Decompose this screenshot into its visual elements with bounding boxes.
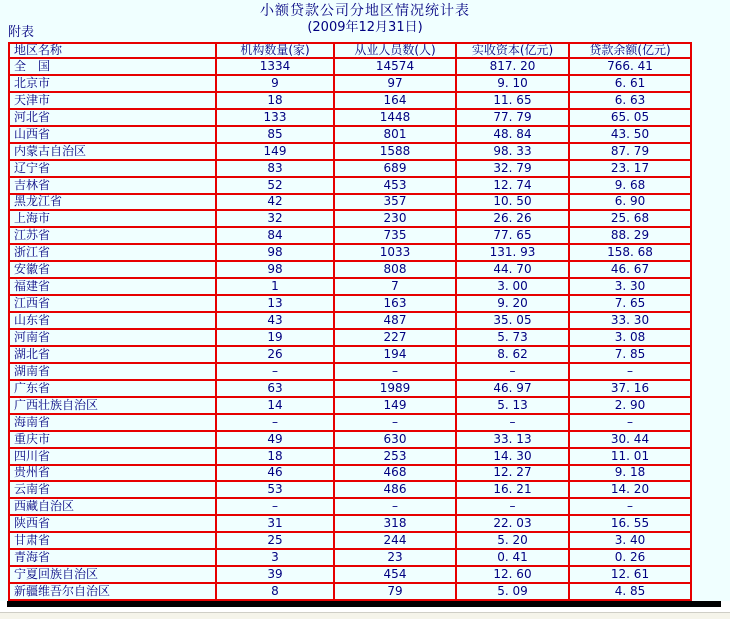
value-cell: 149 (216, 143, 334, 160)
region-cell: 辽宁省 (9, 160, 216, 177)
table-row (9, 515, 691, 532)
stats-table (8, 42, 692, 601)
value-cell: – (569, 363, 691, 380)
table-row (9, 312, 691, 329)
value-cell: 7. 65 (569, 295, 691, 312)
table-row (9, 346, 691, 363)
value-cell: 12. 74 (456, 177, 569, 194)
value-cell: 11. 65 (456, 92, 569, 109)
region-cell: 吉林省 (9, 177, 216, 194)
value-cell: 0. 26 (569, 549, 691, 566)
region-cell: 宁夏回族自治区 (9, 566, 216, 583)
value-cell: 77. 79 (456, 109, 569, 126)
value-cell: 83 (216, 160, 334, 177)
region-cell: 内蒙古自治区 (9, 143, 216, 160)
region-cell: 湖北省 (9, 346, 216, 363)
table-row (9, 380, 691, 397)
page-title: 小额贷款公司分地区情况统计表 (260, 3, 470, 19)
region-cell: 天津市 (9, 92, 216, 109)
value-cell: 6. 61 (569, 75, 691, 92)
region-cell: 陕西省 (9, 515, 216, 532)
region-cell: 江苏省 (9, 227, 216, 244)
value-cell: 3. 08 (569, 329, 691, 346)
region-cell: 山东省 (9, 312, 216, 329)
value-cell: 46. 67 (569, 261, 691, 278)
region-cell: 广西壮族自治区 (9, 397, 216, 414)
value-cell: 49 (216, 431, 334, 448)
value-cell: 801 (334, 126, 456, 143)
value-cell: 5. 73 (456, 329, 569, 346)
column-header: 实收资本(亿元) (456, 43, 569, 58)
value-cell: 9. 18 (569, 465, 691, 482)
value-cell: 808 (334, 261, 456, 278)
value-cell: 7. 85 (569, 346, 691, 363)
table-row (9, 549, 691, 566)
value-cell: 1989 (334, 380, 456, 397)
value-cell: 318 (334, 515, 456, 532)
table-row (9, 566, 691, 583)
value-cell: 22. 03 (456, 515, 569, 532)
value-cell: 98 (216, 244, 334, 261)
region-cell: 贵州省 (9, 465, 216, 482)
value-cell: 19 (216, 329, 334, 346)
value-cell: 163 (334, 295, 456, 312)
value-cell: 357 (334, 194, 456, 211)
region-cell: 新疆维吾尔自治区 (9, 583, 216, 600)
value-cell: 16. 21 (456, 481, 569, 498)
region-cell: 云南省 (9, 481, 216, 498)
page-subtitle: (2009年12月31日) (307, 20, 423, 35)
value-cell: 84 (216, 227, 334, 244)
table-row (9, 329, 691, 346)
table-row (9, 143, 691, 160)
value-cell: 39 (216, 566, 334, 583)
value-cell: 1 (216, 278, 334, 295)
region-cell: 山西省 (9, 126, 216, 143)
value-cell: 9. 20 (456, 295, 569, 312)
value-cell: – (334, 414, 456, 431)
table-row (9, 227, 691, 244)
annex-label: 附表 (8, 25, 35, 40)
value-cell: 194 (334, 346, 456, 363)
value-cell: 9. 68 (569, 177, 691, 194)
value-cell: 79 (334, 583, 456, 600)
value-cell: 5. 13 (456, 397, 569, 414)
region-cell: 江西省 (9, 295, 216, 312)
column-header: 地区名称 (9, 43, 216, 58)
value-cell: 63 (216, 380, 334, 397)
value-cell: 33. 30 (569, 312, 691, 329)
value-cell: 454 (334, 566, 456, 583)
bottom-rule (7, 601, 721, 607)
value-cell: 244 (334, 532, 456, 549)
value-cell: 227 (334, 329, 456, 346)
value-cell: 1033 (334, 244, 456, 261)
value-cell: 43 (216, 312, 334, 329)
value-cell: – (216, 414, 334, 431)
value-cell: – (216, 498, 334, 515)
table-row (9, 397, 691, 414)
table-row (9, 465, 691, 482)
value-cell: 149 (334, 397, 456, 414)
value-cell: 735 (334, 227, 456, 244)
value-cell: 766. 41 (569, 58, 691, 75)
value-cell: – (334, 498, 456, 515)
value-cell: 487 (334, 312, 456, 329)
value-cell: – (456, 414, 569, 431)
table-row (9, 431, 691, 448)
value-cell: 13 (216, 295, 334, 312)
value-cell: 12. 27 (456, 465, 569, 482)
value-cell: 9 (216, 75, 334, 92)
value-cell: 3. 40 (569, 532, 691, 549)
value-cell: 1334 (216, 58, 334, 75)
value-cell: 32 (216, 210, 334, 227)
value-cell: – (569, 498, 691, 515)
region-cell: 甘肃省 (9, 532, 216, 549)
value-cell: 31 (216, 515, 334, 532)
header-row (9, 43, 691, 58)
region-cell: 黑龙江省 (9, 194, 216, 211)
value-cell: 26 (216, 346, 334, 363)
value-cell: 5. 09 (456, 583, 569, 600)
value-cell: 164 (334, 92, 456, 109)
column-header: 贷款余额(亿元) (569, 43, 691, 58)
value-cell: 46. 97 (456, 380, 569, 397)
value-cell: 2. 90 (569, 397, 691, 414)
value-cell: 97 (334, 75, 456, 92)
value-cell: 77. 65 (456, 227, 569, 244)
region-cell: 河南省 (9, 329, 216, 346)
region-cell: 全 国 (9, 58, 216, 75)
value-cell: 817. 20 (456, 58, 569, 75)
table-row (9, 532, 691, 549)
value-cell: – (456, 363, 569, 380)
value-cell: 230 (334, 210, 456, 227)
column-header: 机构数量(家) (216, 43, 334, 58)
value-cell: 25 (216, 532, 334, 549)
region-cell: 北京市 (9, 75, 216, 92)
value-cell: 3 (216, 549, 334, 566)
value-cell: 5. 20 (456, 532, 569, 549)
value-cell: 3. 30 (569, 278, 691, 295)
value-cell: 486 (334, 481, 456, 498)
value-cell: – (456, 498, 569, 515)
table-row (9, 448, 691, 465)
value-cell: 32. 79 (456, 160, 569, 177)
value-cell: 87. 79 (569, 143, 691, 160)
value-cell: – (216, 363, 334, 380)
table-row (9, 75, 691, 92)
region-cell: 重庆市 (9, 431, 216, 448)
table-row (9, 58, 691, 75)
value-cell: 6. 63 (569, 92, 691, 109)
table-row (9, 363, 691, 380)
region-cell: 西藏自治区 (9, 498, 216, 515)
value-cell: 9. 10 (456, 75, 569, 92)
value-cell: 46 (216, 465, 334, 482)
value-cell: 26. 26 (456, 210, 569, 227)
value-cell: 25. 68 (569, 210, 691, 227)
value-cell: 453 (334, 177, 456, 194)
value-cell: 42 (216, 194, 334, 211)
value-cell: 98. 33 (456, 143, 569, 160)
table-body (9, 58, 691, 600)
value-cell: 98 (216, 261, 334, 278)
column-header: 从业人员数(人) (334, 43, 456, 58)
value-cell: 16. 55 (569, 515, 691, 532)
region-cell: 浙江省 (9, 244, 216, 261)
value-cell: 4. 85 (569, 583, 691, 600)
table-row (9, 481, 691, 498)
value-cell: 53 (216, 481, 334, 498)
value-cell: – (569, 414, 691, 431)
table-row (9, 109, 691, 126)
region-cell: 河北省 (9, 109, 216, 126)
value-cell: 1448 (334, 109, 456, 126)
table-row (9, 583, 691, 600)
value-cell: 11. 01 (569, 448, 691, 465)
value-cell: 0. 41 (456, 549, 569, 566)
value-cell: 14. 20 (569, 481, 691, 498)
value-cell: 630 (334, 431, 456, 448)
table-row (9, 177, 691, 194)
value-cell: 18 (216, 448, 334, 465)
region-cell: 青海省 (9, 549, 216, 566)
value-cell: 12. 60 (456, 566, 569, 583)
value-cell: 8. 62 (456, 346, 569, 363)
table-row (9, 210, 691, 227)
value-cell: 44. 70 (456, 261, 569, 278)
table-row (9, 414, 691, 431)
value-cell: 689 (334, 160, 456, 177)
region-cell: 上海市 (9, 210, 216, 227)
value-cell: 3. 00 (456, 278, 569, 295)
value-cell: 48. 84 (456, 126, 569, 143)
value-cell: 158. 68 (569, 244, 691, 261)
value-cell: 37. 16 (569, 380, 691, 397)
table-row (9, 498, 691, 515)
value-cell: 133 (216, 109, 334, 126)
table-row (9, 295, 691, 312)
table-row (9, 244, 691, 261)
value-cell: 10. 50 (456, 194, 569, 211)
value-cell: 85 (216, 126, 334, 143)
value-cell: 253 (334, 448, 456, 465)
region-cell: 湖南省 (9, 363, 216, 380)
region-cell: 广东省 (9, 380, 216, 397)
region-cell: 海南省 (9, 414, 216, 431)
value-cell: 23 (334, 549, 456, 566)
value-cell: 14. 30 (456, 448, 569, 465)
table-row (9, 261, 691, 278)
value-cell: 14 (216, 397, 334, 414)
table-row (9, 278, 691, 295)
value-cell: 7 (334, 278, 456, 295)
value-cell: 1588 (334, 143, 456, 160)
table-row (9, 160, 691, 177)
page-bottom-strip (0, 612, 730, 619)
region-cell: 安徽省 (9, 261, 216, 278)
value-cell: 52 (216, 177, 334, 194)
value-cell: – (334, 363, 456, 380)
value-cell: 33. 13 (456, 431, 569, 448)
value-cell: 14574 (334, 58, 456, 75)
value-cell: 18 (216, 92, 334, 109)
value-cell: 65. 05 (569, 109, 691, 126)
value-cell: 23. 17 (569, 160, 691, 177)
table-row (9, 92, 691, 109)
value-cell: 30. 44 (569, 431, 691, 448)
region-cell: 四川省 (9, 448, 216, 465)
region-cell: 福建省 (9, 278, 216, 295)
table-row (9, 126, 691, 143)
value-cell: 88. 29 (569, 227, 691, 244)
value-cell: 8 (216, 583, 334, 600)
value-cell: 131. 93 (456, 244, 569, 261)
value-cell: 43. 50 (569, 126, 691, 143)
value-cell: 12. 61 (569, 566, 691, 583)
value-cell: 468 (334, 465, 456, 482)
table-row (9, 194, 691, 211)
value-cell: 35. 05 (456, 312, 569, 329)
value-cell: 6. 90 (569, 194, 691, 211)
